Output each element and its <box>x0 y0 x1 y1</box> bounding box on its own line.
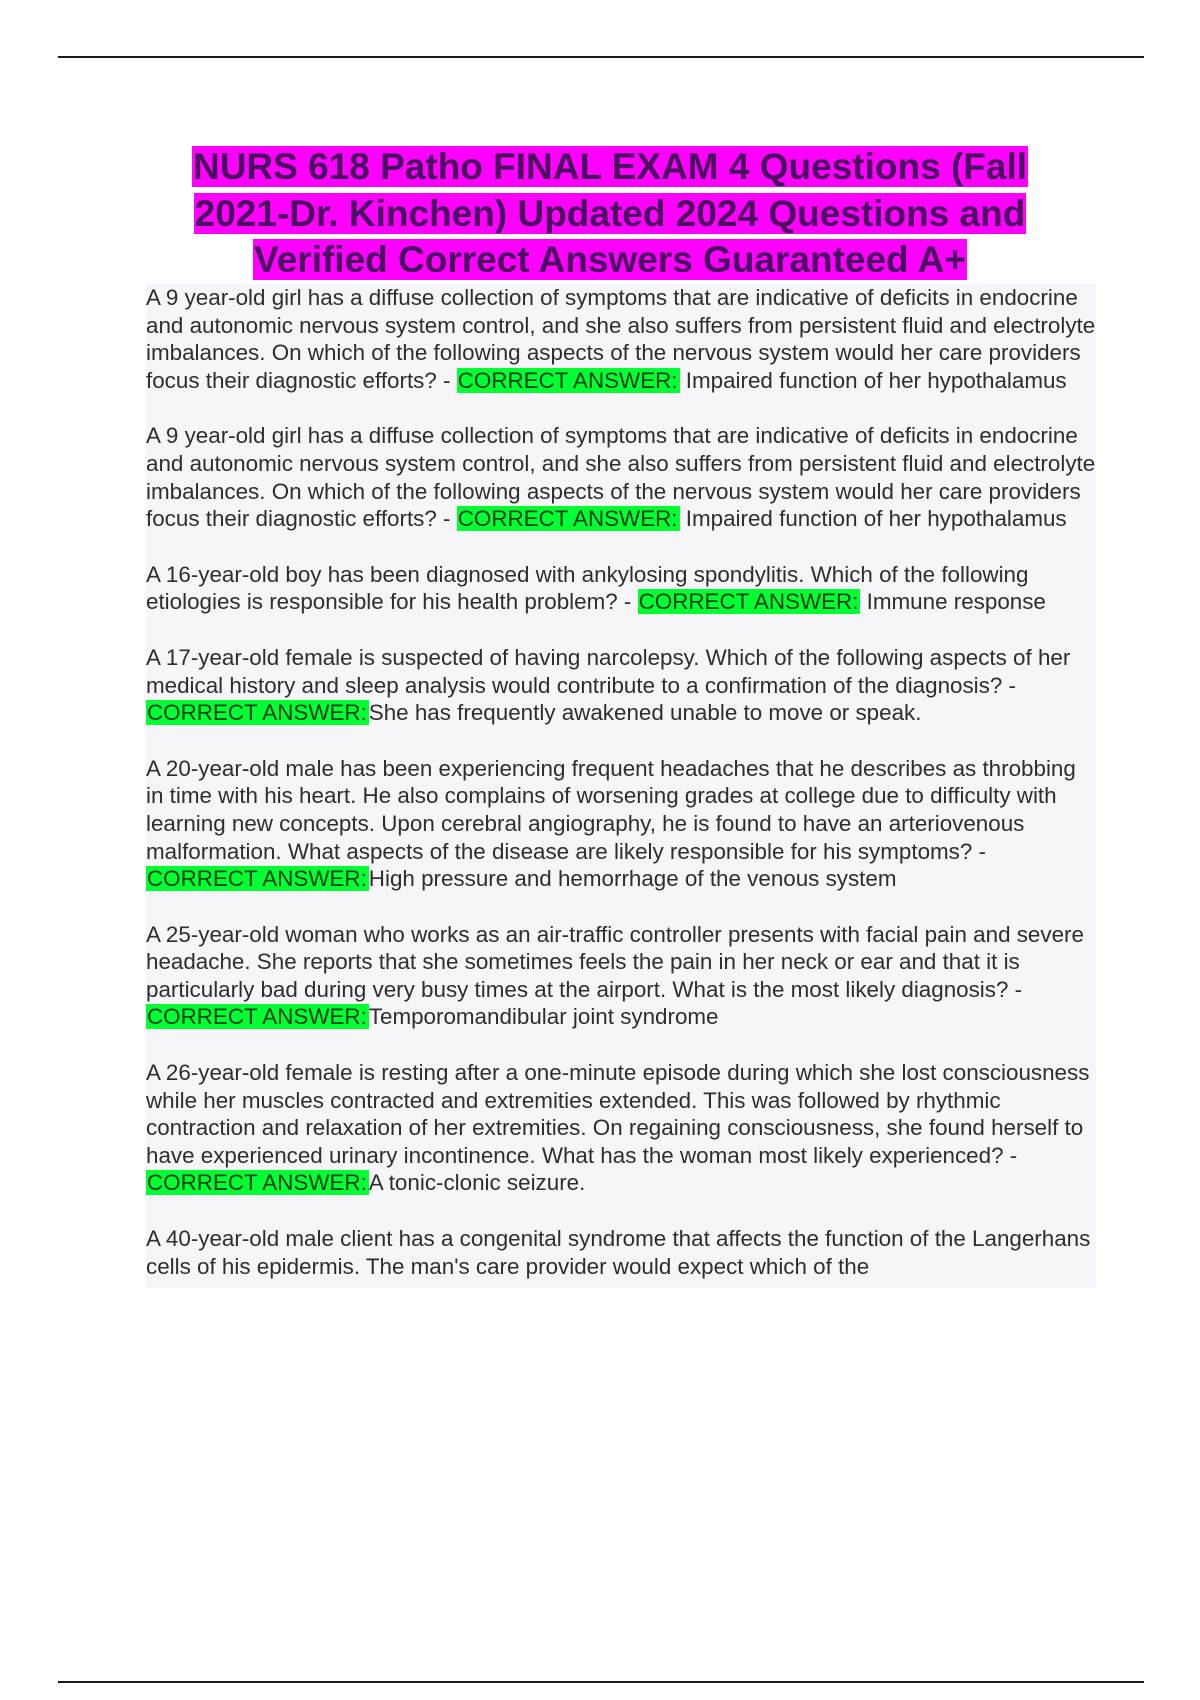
question-item <box>146 422 1096 532</box>
correct-answer-label: CORRECT ANSWER: <box>147 866 367 892</box>
question-text: A 16-year-old boy has been diagnosed with ankylosing spondylitis. Which of the following etiologies is responsible for his health problem? - <box>146 561 1029 615</box>
question-text: A 9 year-old girl has a diffuse collection of symptoms that are indicative of deficits in endocrine and autonomic nervous system control, and she also suffers from persistent fluid and electrolyte imbalances. On which of the following aspects of the nervous system would her care providers focus their diagnostic efforts? - <box>146 285 1096 393</box>
question-item <box>146 561 1096 616</box>
question-text: A 25-year-old woman who works as an air-traffic controller presents with facial pain and severe headache. She reports that she sometimes feels the pain in her neck or ear and that it is particularly bad during very busy times at the airport. What is the most likely diagnosis? - <box>146 921 1084 1002</box>
question-item <box>146 755 1096 893</box>
question-item <box>146 921 1096 1031</box>
answer-text: Impaired function of her hypothalamus <box>685 506 1067 532</box>
correct-answer-label: CORRECT ANSWER: <box>457 367 678 393</box>
document-title <box>145 144 1075 284</box>
answer-text: Impaired function of her hypothalamus <box>685 367 1067 393</box>
correct-answer-label: CORRECT ANSWER: <box>638 589 859 615</box>
answer-text: Immune response <box>866 589 1046 615</box>
question-item <box>146 1059 1096 1197</box>
question-list <box>146 284 1096 1288</box>
correct-answer-label: CORRECT ANSWER: <box>147 700 367 726</box>
correct-answer-label: CORRECT ANSWER: <box>457 506 678 532</box>
correct-answer-label: CORRECT ANSWER: <box>147 1170 367 1196</box>
question-item <box>146 284 1096 394</box>
document-title-text: NURS 618 Patho FINAL EXAM 4 Questions (Fall 2021-Dr. Kinchen) Updated 2024 Questions and Verified Correct Answers Guaranteed A+ <box>192 146 1028 280</box>
answer-text: Temporomandibular joint syndrome <box>368 1004 719 1030</box>
question-text: A 20-year-old male has been experiencing frequent headaches that he describes as throbbing in time with his heart. He also complains of worsening grades at college due to difficulty with learning new concepts. Upon cerebral angiography, he is found to have an arteriovenous malformation. What aspects of the disease are likely responsible for his symptoms? - <box>146 755 1076 864</box>
question-text: A 9 year-old girl has a diffuse collection of symptoms that are indicative of deficits in endocrine and autonomic nervous system control, and she also suffers from persistent fluid and electrolyte imbalances. On which of the following aspects of the nervous system would her care providers focus their diagnostic efforts? - <box>146 423 1096 532</box>
answer-text: High pressure and hemorrhage of the venous system <box>368 866 897 892</box>
answer-text: She has frequently awakened unable to move or speak. <box>368 700 922 726</box>
correct-answer-label: CORRECT ANSWER: <box>147 1004 367 1030</box>
question-item-truncated: A 40-year-old male client has a congenital syndrome that affects the function of the Langerhans cells of his epidermis. The man's care provider would expect which of the <box>146 1226 1091 1279</box>
top-rule <box>58 56 1144 58</box>
question-item <box>146 644 1096 727</box>
answer-text: A tonic-clonic seizure. <box>368 1170 586 1196</box>
question-text: A 17-year-old female is suspected of having narcolepsy. Which of the following aspects of her medical history and sleep analysis would contribute to a confirmation of the diagnosis? - <box>146 644 1071 698</box>
question-text: A 26-year-old female is resting after a one-minute episode during which she lost consciousness while her muscles contracted and extremities extended. This was followed by rhythmic contraction and relaxation of her extremities. On regaining consciousness, she found herself to have experienced urinary incontinence. What has the woman most likely experienced? - <box>146 1060 1090 1168</box>
bottom-rule <box>58 1681 1144 1683</box>
